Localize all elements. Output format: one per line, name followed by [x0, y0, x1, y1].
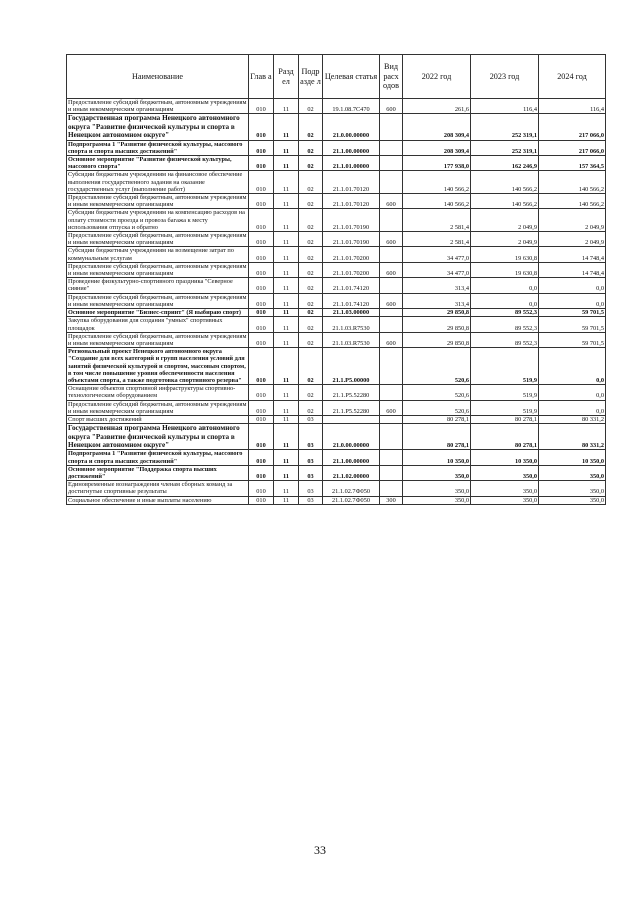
- cell-podrazdel: 02: [299, 171, 323, 194]
- cell-amount-2024: 350,0: [539, 496, 606, 504]
- cell-amount-2023: 350,0: [471, 465, 539, 480]
- cell-podrazdel: 02: [299, 156, 323, 171]
- cell-podrazdel: 03: [299, 465, 323, 480]
- cell-amount-2023: 2 049,9: [471, 209, 539, 232]
- cell-amount-2023: 519,9: [471, 385, 539, 400]
- cell-expense-type: 600: [380, 262, 403, 277]
- cell-expense-type: [380, 171, 403, 194]
- cell-podrazdel: 02: [299, 317, 323, 332]
- cell-razdel: 11: [274, 171, 299, 194]
- cell-razdel: 11: [274, 194, 299, 209]
- cell-target-article: 21.1.01.00000: [323, 156, 380, 171]
- cell-target-article: 21.1.01.70120: [323, 194, 380, 209]
- cell-target-article: 21.1.P5.52280: [323, 385, 380, 400]
- cell-podrazdel: 03: [299, 415, 323, 423]
- cell-name: Основное мероприятие "Развитие физической культуры, массового спорта": [67, 156, 249, 171]
- cell-target-article: 21.1.P5.00000: [323, 348, 380, 385]
- cell-amount-2023: 252 319,1: [471, 140, 539, 155]
- cell-target-article: 21.1.01.74120: [323, 293, 380, 308]
- cell-amount-2024: 59 701,5: [539, 332, 606, 347]
- cell-glava: 010: [249, 481, 274, 496]
- table-row: [67, 400, 606, 415]
- cell-name: Проведение физкультурно-спортивного праздника "Северное сияние": [67, 278, 249, 293]
- cell-razdel: 11: [274, 232, 299, 247]
- cell-amount-2024: 0,0: [539, 293, 606, 308]
- table-row: [67, 496, 606, 504]
- cell-amount-2022: 350,0: [403, 496, 471, 504]
- cell-razdel: 11: [274, 385, 299, 400]
- cell-amount-2022: 10 350,0: [403, 450, 471, 465]
- table-row: [67, 278, 606, 293]
- cell-target-article: 21.1.01.70190: [323, 209, 380, 232]
- cell-amount-2023: 80 278,1: [471, 415, 539, 423]
- cell-expense-type: [380, 424, 403, 450]
- cell-amount-2022: 261,6: [403, 99, 471, 114]
- cell-razdel: 11: [274, 309, 299, 317]
- table-row: [67, 332, 606, 347]
- cell-amount-2023: 252 319,1: [471, 114, 539, 140]
- budget-table: [66, 54, 606, 505]
- cell-expense-type: 600: [380, 332, 403, 347]
- cell-target-article: 19.1.08.7С470: [323, 99, 380, 114]
- table-row: [67, 348, 606, 385]
- cell-expense-type: [380, 385, 403, 400]
- cell-target-article: 21.0.00.00000: [323, 424, 380, 450]
- cell-glava: 010: [249, 140, 274, 155]
- cell-podrazdel: 02: [299, 114, 323, 140]
- cell-amount-2023: 80 278,1: [471, 424, 539, 450]
- cell-amount-2023: 350,0: [471, 496, 539, 504]
- table-row: [67, 450, 606, 465]
- cell-expense-type: 600: [380, 400, 403, 415]
- cell-name: Подпрограмма 1 "Развитие физической культуры, массового спорта и спорта высших достижений": [67, 140, 249, 155]
- cell-amount-2022: 34 477,0: [403, 247, 471, 262]
- cell-podrazdel: 03: [299, 424, 323, 450]
- cell-podrazdel: 02: [299, 293, 323, 308]
- cell-name: Субсидии бюджетным учреждениям на компенсацию расходов на оплату стоимости проезда и провоза багажа к месту использования отпуска и обратно: [67, 209, 249, 232]
- cell-expense-type: [380, 156, 403, 171]
- table-row: [67, 140, 606, 155]
- cell-amount-2024: 10 350,0: [539, 450, 606, 465]
- table-row: [67, 232, 606, 247]
- cell-amount-2022: 313,4: [403, 293, 471, 308]
- cell-target-article: 21.1.02.00000: [323, 465, 380, 480]
- cell-amount-2023: 0,0: [471, 278, 539, 293]
- cell-glava: 010: [249, 415, 274, 423]
- cell-target-article: 21.1.02.7Ф050: [323, 481, 380, 496]
- cell-podrazdel: 02: [299, 194, 323, 209]
- page-number: 33: [314, 843, 326, 857]
- cell-amount-2022: 350,0: [403, 481, 471, 496]
- cell-target-article: 21.1.01.70190: [323, 232, 380, 247]
- cell-glava: 010: [249, 317, 274, 332]
- cell-target-article: 21.1.02.7Ф050: [323, 496, 380, 504]
- cell-podrazdel: 03: [299, 450, 323, 465]
- cell-amount-2022: 177 938,0: [403, 156, 471, 171]
- cell-amount-2023: 10 350,0: [471, 450, 539, 465]
- cell-amount-2023: 2 049,9: [471, 232, 539, 247]
- cell-razdel: 11: [274, 278, 299, 293]
- table-row: [67, 194, 606, 209]
- cell-amount-2023: 89 552,3: [471, 317, 539, 332]
- cell-razdel: 11: [274, 293, 299, 308]
- cell-glava: 010: [249, 293, 274, 308]
- cell-amount-2022: 2 581,4: [403, 209, 471, 232]
- cell-glava: 010: [249, 278, 274, 293]
- cell-glava: 010: [249, 194, 274, 209]
- cell-target-article: 21.1.01.70120: [323, 171, 380, 194]
- cell-razdel: 11: [274, 114, 299, 140]
- cell-podrazdel: 02: [299, 278, 323, 293]
- cell-expense-type: [380, 450, 403, 465]
- cell-glava: 010: [249, 332, 274, 347]
- cell-name: Социальное обеспечение и иные выплаты населению: [67, 496, 249, 504]
- cell-amount-2022: 520,6: [403, 385, 471, 400]
- header-target-article: Целевая статья: [323, 55, 380, 99]
- cell-amount-2024: 80 331,2: [539, 424, 606, 450]
- table-row: [67, 481, 606, 496]
- cell-amount-2024: 0,0: [539, 400, 606, 415]
- cell-amount-2022: 29 850,8: [403, 309, 471, 317]
- header-expense-type: Вид расх одов: [380, 55, 403, 99]
- cell-amount-2024: 350,0: [539, 481, 606, 496]
- cell-expense-type: 300: [380, 496, 403, 504]
- cell-target-article: 21.0.00.00000: [323, 114, 380, 140]
- cell-amount-2024: 140 566,2: [539, 171, 606, 194]
- cell-razdel: 11: [274, 348, 299, 385]
- cell-expense-type: [380, 348, 403, 385]
- cell-amount-2022: 140 566,2: [403, 171, 471, 194]
- table-row: [67, 262, 606, 277]
- cell-target-article: 21.1.01.70200: [323, 247, 380, 262]
- cell-podrazdel: 02: [299, 209, 323, 232]
- cell-razdel: 11: [274, 209, 299, 232]
- cell-expense-type: [380, 415, 403, 423]
- cell-amount-2022: 34 477,0: [403, 262, 471, 277]
- cell-razdel: 11: [274, 247, 299, 262]
- cell-amount-2024: 116,4: [539, 99, 606, 114]
- cell-expense-type: [380, 140, 403, 155]
- cell-name: Государственная программа Ненецкого автономного округа "Развитие физической культуры и спорта в Ненецком автономном округе": [67, 424, 249, 450]
- cell-target-article: 21.1.03.R7530: [323, 317, 380, 332]
- cell-amount-2023: 519,9: [471, 348, 539, 385]
- header-name: Наименование: [67, 55, 249, 99]
- cell-glava: 010: [249, 309, 274, 317]
- cell-podrazdel: 02: [299, 232, 323, 247]
- cell-expense-type: [380, 309, 403, 317]
- table-row: [67, 309, 606, 317]
- header-year-2022: 2022 год: [403, 55, 471, 99]
- cell-amount-2024: 2 049,9: [539, 209, 606, 232]
- cell-razdel: 11: [274, 415, 299, 423]
- cell-amount-2022: 29 850,8: [403, 332, 471, 347]
- cell-expense-type: [380, 481, 403, 496]
- table-row: [67, 171, 606, 194]
- cell-target-article: 21.1.03.R7530: [323, 332, 380, 347]
- cell-expense-type: [380, 209, 403, 232]
- cell-razdel: 11: [274, 99, 299, 114]
- cell-amount-2022: 520,6: [403, 400, 471, 415]
- cell-name: Спорт высших достижений: [67, 415, 249, 423]
- cell-glava: 010: [249, 262, 274, 277]
- cell-target-article: 21.1.03.00000: [323, 309, 380, 317]
- cell-razdel: 11: [274, 332, 299, 347]
- cell-amount-2023: 140 566,2: [471, 194, 539, 209]
- cell-amount-2024: 14 748,4: [539, 262, 606, 277]
- cell-name: Предоставление субсидий бюджетным, автономным учреждениям и иным некоммерческим организациям: [67, 194, 249, 209]
- cell-amount-2022: 29 850,8: [403, 317, 471, 332]
- cell-name: Предоставление субсидий бюджетным, автономным учреждениям и иным некоммерческим организациям: [67, 400, 249, 415]
- cell-expense-type: [380, 465, 403, 480]
- cell-name: Подпрограмма 1 "Развитие физической культуры, массового спорта и спорта высших достижений": [67, 450, 249, 465]
- table-row: [67, 156, 606, 171]
- table-row: [67, 114, 606, 140]
- cell-expense-type: 600: [380, 99, 403, 114]
- table-row: [67, 385, 606, 400]
- cell-target-article: 21.1.01.70200: [323, 262, 380, 277]
- cell-name: Единовременные вознаграждения членам сборных команд за достигнутые спортивные результаты: [67, 481, 249, 496]
- cell-glava: 010: [249, 99, 274, 114]
- cell-glava: 010: [249, 209, 274, 232]
- header-podrazdel: Подр азде л: [299, 55, 323, 99]
- cell-glava: 010: [249, 424, 274, 450]
- cell-amount-2024: 217 066,0: [539, 140, 606, 155]
- cell-amount-2022: 208 309,4: [403, 114, 471, 140]
- cell-amount-2023: 19 630,8: [471, 262, 539, 277]
- cell-amount-2024: 0,0: [539, 278, 606, 293]
- cell-glava: 010: [249, 496, 274, 504]
- table-row: [67, 424, 606, 450]
- cell-target-article: 21.1.P5.52280: [323, 400, 380, 415]
- cell-amount-2023: 162 246,9: [471, 156, 539, 171]
- cell-expense-type: [380, 278, 403, 293]
- cell-amount-2022: 80 278,1: [403, 424, 471, 450]
- table-row: [67, 247, 606, 262]
- cell-name: Субсидии бюджетным учреждениям на возмещение затрат по коммунальным услугам: [67, 247, 249, 262]
- cell-expense-type: 600: [380, 194, 403, 209]
- table-header-row: [67, 55, 606, 99]
- cell-target-article: [323, 415, 380, 423]
- cell-amount-2024: 2 049,9: [539, 232, 606, 247]
- cell-glava: 010: [249, 247, 274, 262]
- cell-amount-2024: 140 566,2: [539, 194, 606, 209]
- table-row: [67, 293, 606, 308]
- cell-podrazdel: 02: [299, 400, 323, 415]
- cell-expense-type: 600: [380, 232, 403, 247]
- table-row: [67, 415, 606, 423]
- cell-amount-2023: 350,0: [471, 481, 539, 496]
- cell-glava: 010: [249, 114, 274, 140]
- cell-amount-2024: 217 066,0: [539, 114, 606, 140]
- cell-glava: 010: [249, 232, 274, 247]
- cell-razdel: 11: [274, 262, 299, 277]
- cell-expense-type: [380, 114, 403, 140]
- cell-podrazdel: 02: [299, 348, 323, 385]
- table-row: [67, 465, 606, 480]
- table-row: [67, 209, 606, 232]
- cell-glava: 010: [249, 171, 274, 194]
- header-glava: Глав а: [249, 55, 274, 99]
- cell-amount-2023: 140 566,2: [471, 171, 539, 194]
- cell-razdel: 11: [274, 424, 299, 450]
- cell-name: Субсидии бюджетным учреждениям на финансовое обеспечение выполнения государственного задания на оказание государственных услуг (выполнение работ): [67, 171, 249, 194]
- cell-amount-2022: 208 309,4: [403, 140, 471, 155]
- cell-name: Предоставление субсидий бюджетным, автономным учреждениям и иным некоммерческим организациям: [67, 232, 249, 247]
- cell-target-article: 21.1.00.00000: [323, 450, 380, 465]
- cell-glava: 010: [249, 465, 274, 480]
- header-year-2023: 2023 год: [471, 55, 539, 99]
- cell-razdel: 11: [274, 317, 299, 332]
- cell-amount-2024: 157 364,5: [539, 156, 606, 171]
- cell-razdel: 11: [274, 496, 299, 504]
- cell-razdel: 11: [274, 140, 299, 155]
- cell-podrazdel: 02: [299, 309, 323, 317]
- cell-expense-type: [380, 317, 403, 332]
- cell-amount-2023: 519,9: [471, 400, 539, 415]
- cell-glava: 010: [249, 385, 274, 400]
- cell-name: Предоставление субсидий бюджетным, автономным учреждениям и иным некоммерческим организациям: [67, 293, 249, 308]
- cell-amount-2024: 0,0: [539, 348, 606, 385]
- cell-amount-2024: 14 748,4: [539, 247, 606, 262]
- cell-glava: 010: [249, 400, 274, 415]
- cell-expense-type: 600: [380, 293, 403, 308]
- header-razdel: Разд ел: [274, 55, 299, 99]
- cell-amount-2022: 313,4: [403, 278, 471, 293]
- cell-name: Предоставление субсидий бюджетным, автономным учреждениям и иным некоммерческим организациям: [67, 332, 249, 347]
- cell-amount-2023: 89 552,3: [471, 309, 539, 317]
- cell-amount-2024: 59 701,5: [539, 309, 606, 317]
- cell-amount-2022: 2 581,4: [403, 232, 471, 247]
- cell-name: Закупка оборудования для создания "умных" спортивных площадок: [67, 317, 249, 332]
- cell-target-article: 21.1.01.74120: [323, 278, 380, 293]
- table-body: [67, 99, 606, 505]
- cell-amount-2022: 520,6: [403, 348, 471, 385]
- cell-podrazdel: 03: [299, 496, 323, 504]
- cell-razdel: 11: [274, 465, 299, 480]
- cell-podrazdel: 02: [299, 332, 323, 347]
- cell-name: Основное мероприятие "Бизнес-спринт" (Я выбираю спорт): [67, 309, 249, 317]
- cell-amount-2022: 350,0: [403, 465, 471, 480]
- table-row: [67, 99, 606, 114]
- table-row: [67, 317, 606, 332]
- cell-amount-2023: 116,4: [471, 99, 539, 114]
- cell-amount-2023: 0,0: [471, 293, 539, 308]
- cell-razdel: 11: [274, 400, 299, 415]
- cell-razdel: 11: [274, 156, 299, 171]
- cell-expense-type: [380, 247, 403, 262]
- cell-name: Региональный проект Ненецкого автономного округа "Создание для всех категорий и групп населения условий для занятий физической культурой и спортом, массовым спортом, в том числе повышение уровня обеспеченности населения объектами спорта, а также подготовка спортивного резерва": [67, 348, 249, 385]
- cell-name: Предоставление субсидий бюджетным, автономным учреждениям и иным некоммерческим организациям: [67, 262, 249, 277]
- cell-name: Оснащение объектов спортивной инфраструктуры спортивно-технологическим оборудованием: [67, 385, 249, 400]
- cell-podrazdel: 02: [299, 247, 323, 262]
- cell-amount-2024: 350,0: [539, 465, 606, 480]
- cell-name: Основное мероприятие "Поддержка спорта высших достижений": [67, 465, 249, 480]
- cell-amount-2022: 140 566,2: [403, 194, 471, 209]
- cell-podrazdel: 03: [299, 481, 323, 496]
- cell-podrazdel: 02: [299, 140, 323, 155]
- cell-podrazdel: 02: [299, 99, 323, 114]
- cell-podrazdel: 02: [299, 262, 323, 277]
- cell-razdel: 11: [274, 481, 299, 496]
- cell-glava: 010: [249, 450, 274, 465]
- cell-amount-2024: 0,0: [539, 385, 606, 400]
- cell-name: Государственная программа Ненецкого автономного округа "Развитие физической культуры и спорта в Ненецком автономном округе": [67, 114, 249, 140]
- cell-amount-2023: 19 630,8: [471, 247, 539, 262]
- cell-amount-2024: 59 701,5: [539, 317, 606, 332]
- cell-amount-2024: 80 331,2: [539, 415, 606, 423]
- cell-amount-2022: 80 278,1: [403, 415, 471, 423]
- cell-glava: 010: [249, 156, 274, 171]
- cell-amount-2023: 89 552,3: [471, 332, 539, 347]
- cell-name: Предоставление субсидий бюджетным, автономным учреждениям и иным некоммерческим организациям: [67, 99, 249, 114]
- cell-glava: 010: [249, 348, 274, 385]
- cell-razdel: 11: [274, 450, 299, 465]
- header-year-2024: 2024 год: [539, 55, 606, 99]
- cell-podrazdel: 02: [299, 385, 323, 400]
- cell-target-article: 21.1.00.00000: [323, 140, 380, 155]
